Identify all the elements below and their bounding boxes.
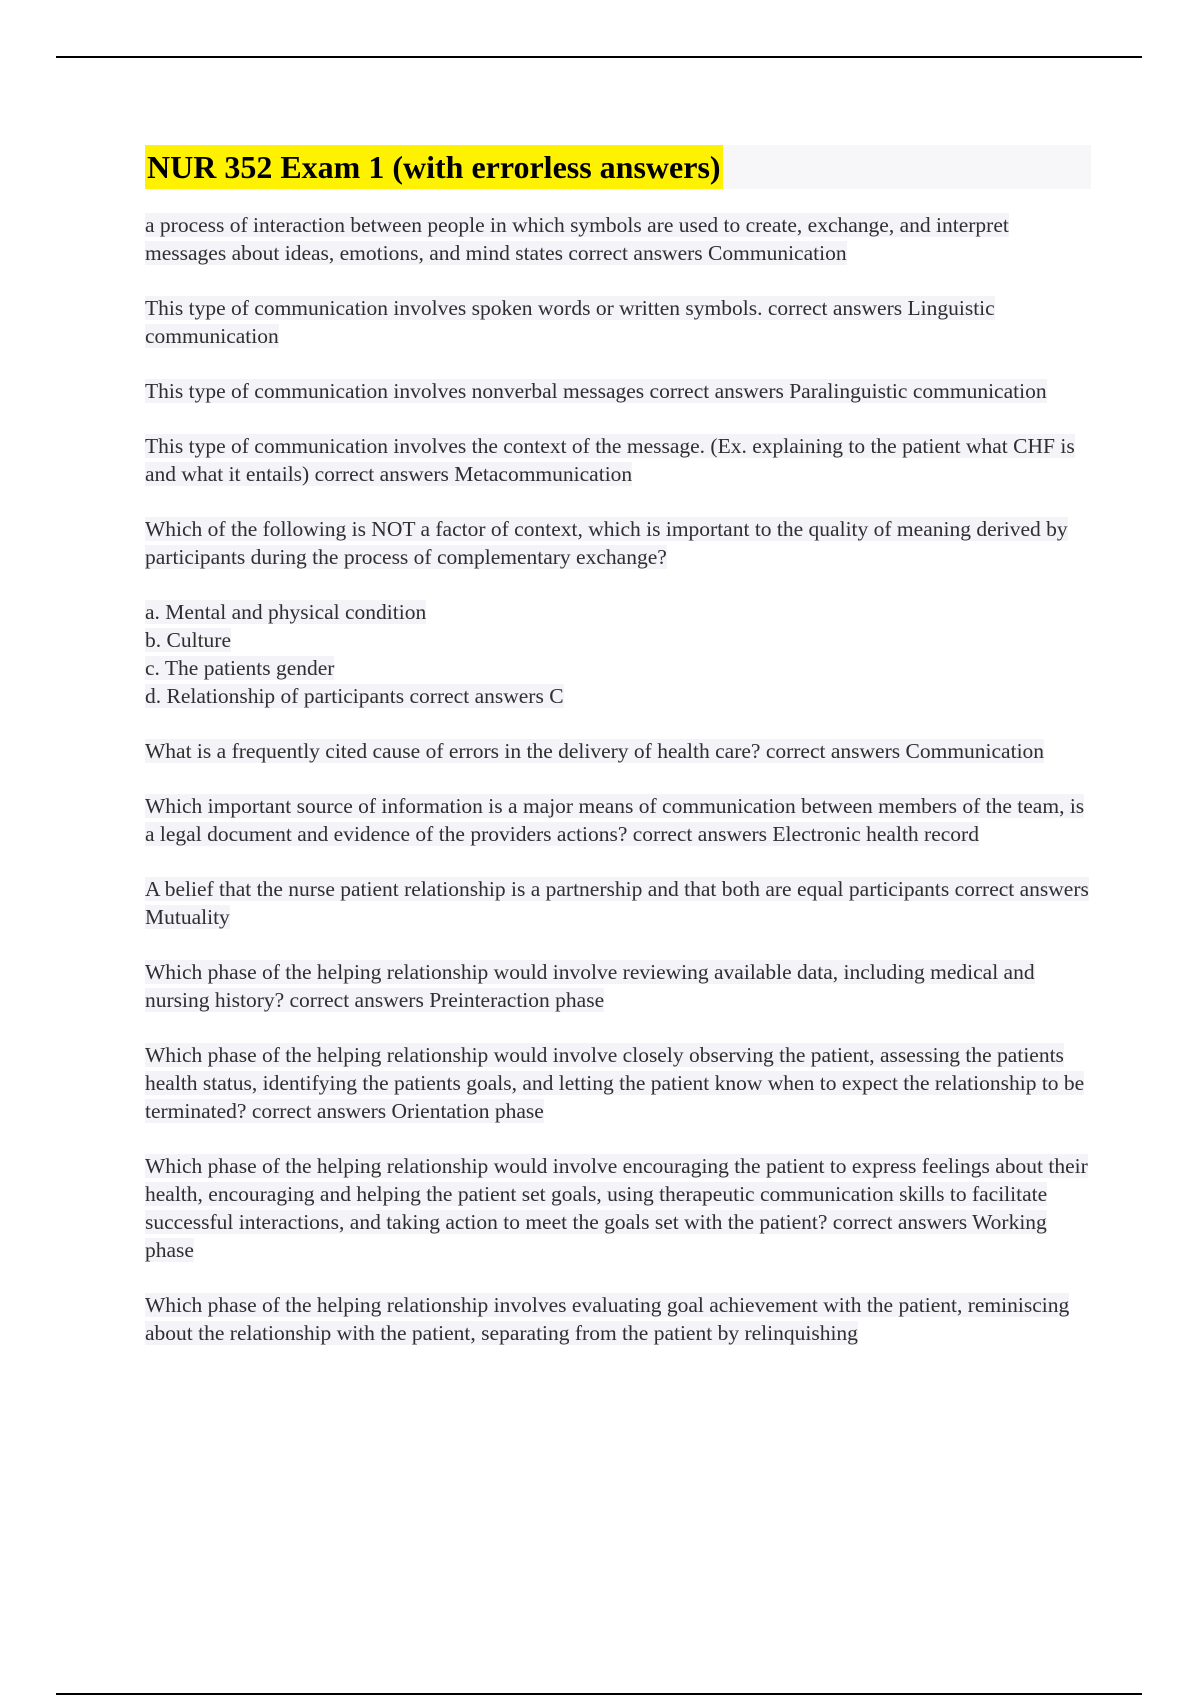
qa-entry-9 [145,958,1091,1014]
qa-text: Which phase of the helping relationship would involve reviewing available data, including medical and nursing history? correct answers Preinteraction phase [145,960,1035,1012]
answer-options [145,598,1091,710]
document-title: NUR 352 Exam 1 (with errorless answers) [145,145,723,189]
qa-text: Which phase of the helping relationship would involve encouraging the patient to express feelings about their health, encouraging and helping the patient set goals, using therapeutic communication skills to facilitate successful interactions, and taking action to meet the goals set with the patient? correct answers Working phase [145,1154,1088,1262]
title-band [145,145,1091,189]
qa-text: This type of communication involves nonverbal messages correct answers Paralinguistic communication [145,379,1047,403]
qa-entry-4 [145,432,1091,488]
top-rule [56,56,1142,58]
bottom-rule [56,1693,1142,1695]
document-body [145,145,1091,1374]
qa-text: Which of the following is NOT a factor of context, which is important to the quality of meaning derived by participants during the process of complementary exchange? [145,517,1068,569]
qa-text: This type of communication involves the context of the message. (Ex. explaining to the patient what CHF is and what it entails) correct answers Metacommunication [145,434,1075,486]
option-b [145,626,1091,654]
qa-entry-2 [145,294,1091,350]
qa-text: Which phase of the helping relationship involves evaluating goal achievement with the patient, reminiscing about the relationship with the patient, separating from the patient by relinquishing [145,1293,1070,1345]
option-c [145,654,1091,682]
qa-entry-3 [145,377,1091,405]
qa-entry-11 [145,1152,1091,1264]
qa-text: What is a frequently cited cause of errors in the delivery of health care? correct answers Communication [145,739,1045,763]
option-a [145,598,1091,626]
qa-text: This type of communication involves spoken words or written symbols. correct answers Linguistic communication [145,296,995,348]
qa-entry-8 [145,875,1091,931]
qa-entry-1 [145,211,1091,267]
qa-entry-7 [145,792,1091,848]
qa-text: Which phase of the helping relationship would involve closely observing the patient, assessing the patients health status, identifying the patients goals, and letting the patient know when to expect the relationship to be terminated? correct answers Orientation phase [145,1043,1085,1123]
qa-entry-6 [145,737,1091,765]
qa-entry-12 [145,1291,1091,1347]
option-text: a. Mental and physical condition [145,600,427,624]
qa-text: A belief that the nurse patient relationship is a partnership and that both are equal participants correct answers Mutuality [145,877,1089,929]
option-text: c. The patients gender [145,656,335,680]
option-text: d. Relationship of participants correct answers C [145,684,564,708]
qa-entry-10 [145,1041,1091,1125]
qa-text: a process of interaction between people in which symbols are used to create, exchange, and interpret messages about ideas, emotions, and mind states correct answers Communication [145,213,1009,265]
option-d [145,682,1091,710]
qa-entry-5 [145,515,1091,571]
option-text: b. Culture [145,628,231,652]
qa-text: Which important source of information is a major means of communication between members of the team, is a legal document and evidence of the providers actions? correct answers Electronic health record [145,794,1085,846]
